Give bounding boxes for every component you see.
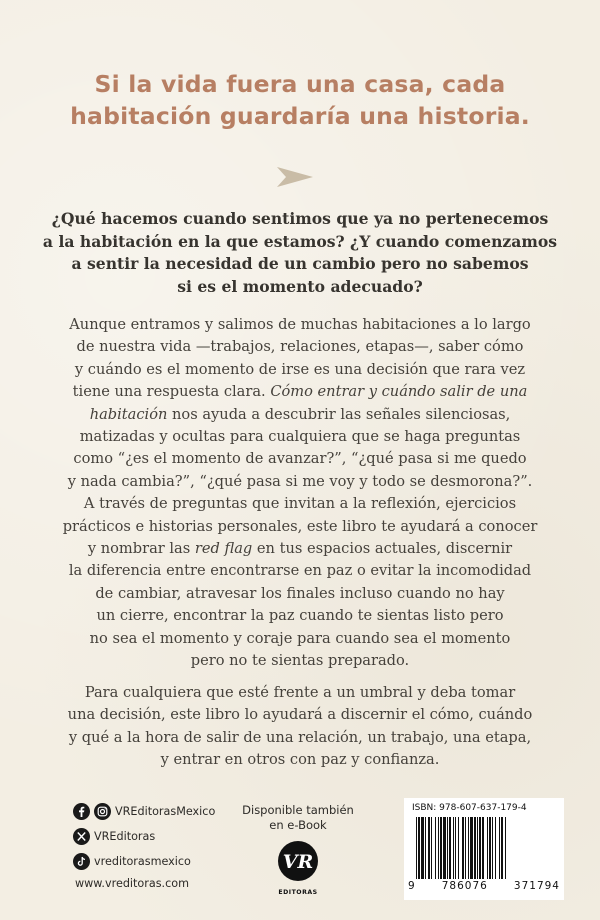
tagline (0, 68, 600, 132)
barcode-bar (425, 817, 426, 879)
barcode-bar (505, 817, 506, 879)
facebook-icon (73, 803, 90, 820)
tagline-line: Si la vida fuera una casa, cada (94, 70, 506, 98)
synopsis-line: no sea el momento y coraje para cuando sea el momento (89, 629, 511, 647)
barcode-bar (453, 817, 454, 879)
book-title-italic: Cómo entrar y cuándo salir de una (270, 383, 528, 401)
social-facebook-instagram[interactable] (73, 799, 215, 824)
synopsis-paragraph (0, 314, 600, 673)
barcode-bar (499, 817, 500, 879)
barcode-bar (418, 817, 420, 879)
lead-line: ¿Qué hacemos cuando sentimos que ya no pertenecemos (51, 209, 549, 228)
barcode-bars (412, 817, 556, 879)
barcode-bar (465, 817, 466, 879)
barcode-bar (443, 817, 446, 879)
instagram-icon (94, 803, 111, 820)
barcode-bar (421, 817, 424, 879)
synopsis-line: A través de preguntas que invitan a la reflexión, ejercicios (83, 495, 517, 513)
barcode-digit-group: 371794 (513, 880, 560, 892)
barcode-bar (447, 817, 448, 879)
isbn-label: ISBN: 978-607-637-179-4 (412, 803, 527, 813)
barcode-bar (489, 817, 491, 879)
synopsis-line: de nuestra vida —trabajos, relaciones, etapas—, saber cómo (76, 338, 524, 356)
barcode-digit-group: 786076 (441, 880, 488, 892)
barcode-bar (455, 817, 456, 879)
barcode-bar (470, 817, 473, 879)
barcode-digit-group: 9 (408, 880, 416, 892)
synopsis-line: la diferencia entre encontrarse en paz o evitar la incomodidad (68, 562, 532, 580)
lead-line: si es el momento adecuado? (177, 276, 423, 296)
synopsis-line: matizadas y ocultas para cualquiera que se haga preguntas (79, 428, 521, 446)
barcode-bar (477, 817, 478, 879)
ebook-line: Disponible también (242, 803, 354, 817)
barcode-bar (495, 817, 496, 879)
barcode-bar (462, 817, 464, 879)
barcode-bar (487, 817, 488, 879)
arrow-ornament-icon (276, 165, 314, 189)
x-icon (73, 828, 90, 845)
social-handle: vreditorasmexico (94, 855, 191, 868)
vr-editoras-logo (276, 840, 320, 898)
lead-line: a sentir la necesidad de un cambio pero no sabemos (71, 254, 529, 273)
closing-line: una decisión, este libro lo ayudará a discernir el cómo, cuándo (67, 706, 533, 724)
synopsis-line: y cuándo es el momento de irse es una decisión que rara vez (74, 360, 526, 378)
barcode-bar (492, 817, 493, 879)
closing-line: y qué a la hora de salir de una relación, un trabajo, una etapa, (68, 728, 532, 746)
closing-paragraph (0, 682, 600, 772)
barcode-bar (479, 817, 481, 879)
barcode-digits (408, 880, 560, 892)
svg-text:VR: VR (282, 851, 314, 873)
synopsis-line: prácticos e historias personales, este libro te ayudará a conocer (62, 517, 538, 535)
barcode-bar (416, 817, 417, 879)
synopsis-line: de cambiar, atravesar los finales incluso cuando no hay (95, 584, 505, 602)
synopsis-line: habitación nos ayuda a descubrir las señales silenciosas, (89, 405, 511, 423)
barcode-bar (474, 817, 476, 879)
synopsis-line: pero no te sientas preparado. (190, 652, 410, 670)
book-title-italic: habitación (89, 405, 168, 423)
tagline-line: habitación guardaría una historia. (70, 102, 530, 130)
synopsis-line: y nombrar las red flag en tus espacios actuales, discernir (87, 540, 513, 558)
social-links (73, 799, 215, 874)
svg-text:EDITORAS: EDITORAS (278, 889, 318, 896)
barcode-bar (431, 817, 432, 879)
synopsis-line: como “¿es el momento de avanzar?”, “¿qué pasa si me quedo (73, 450, 527, 468)
tiktok-icon (73, 853, 90, 870)
ebook-availability (238, 803, 358, 833)
barcode-bar (449, 817, 451, 879)
synopsis-line: tiene una respuesta clara. Cómo entrar y cuándo salir de una (72, 383, 528, 401)
lead-line: a la habitación en la que estamos? ¿Y cuando comenzamos (42, 231, 558, 251)
barcode-bar (501, 817, 503, 879)
barcode-bar (482, 817, 484, 879)
social-handle: VREditorasMexico (115, 805, 216, 818)
barcode-bar (438, 817, 439, 879)
synopsis-line: Aunque entramos y salimos de muchas habitaciones a lo largo (69, 316, 531, 333)
barcode-bar (435, 817, 436, 879)
social-x[interactable] (73, 824, 215, 849)
synopsis-line: un cierre, encontrar la paz cuando te sientas listo pero (96, 607, 504, 625)
closing-line: Para cualquiera que esté frente a un umbral y deba tomar (84, 684, 516, 701)
social-handle: VREditoras (94, 830, 156, 843)
synopsis-line: y nada cambia?”, “¿qué pasa si me voy y todo se desmorona?”. (67, 472, 533, 490)
barcode-bar (468, 817, 469, 879)
isbn-barcode (404, 798, 564, 900)
ebook-line: en e-Book (269, 818, 327, 832)
lead-questions (0, 208, 600, 298)
barcode-bar (458, 817, 459, 879)
social-tiktok[interactable] (73, 849, 215, 874)
barcode-bar (428, 817, 430, 879)
website-link[interactable]: www.vreditoras.com (75, 877, 190, 890)
closing-line: y entrar en otros con paz y confianza. (160, 751, 440, 769)
red-flag-italic: red flag (194, 540, 253, 558)
barcode-bar (440, 817, 442, 879)
